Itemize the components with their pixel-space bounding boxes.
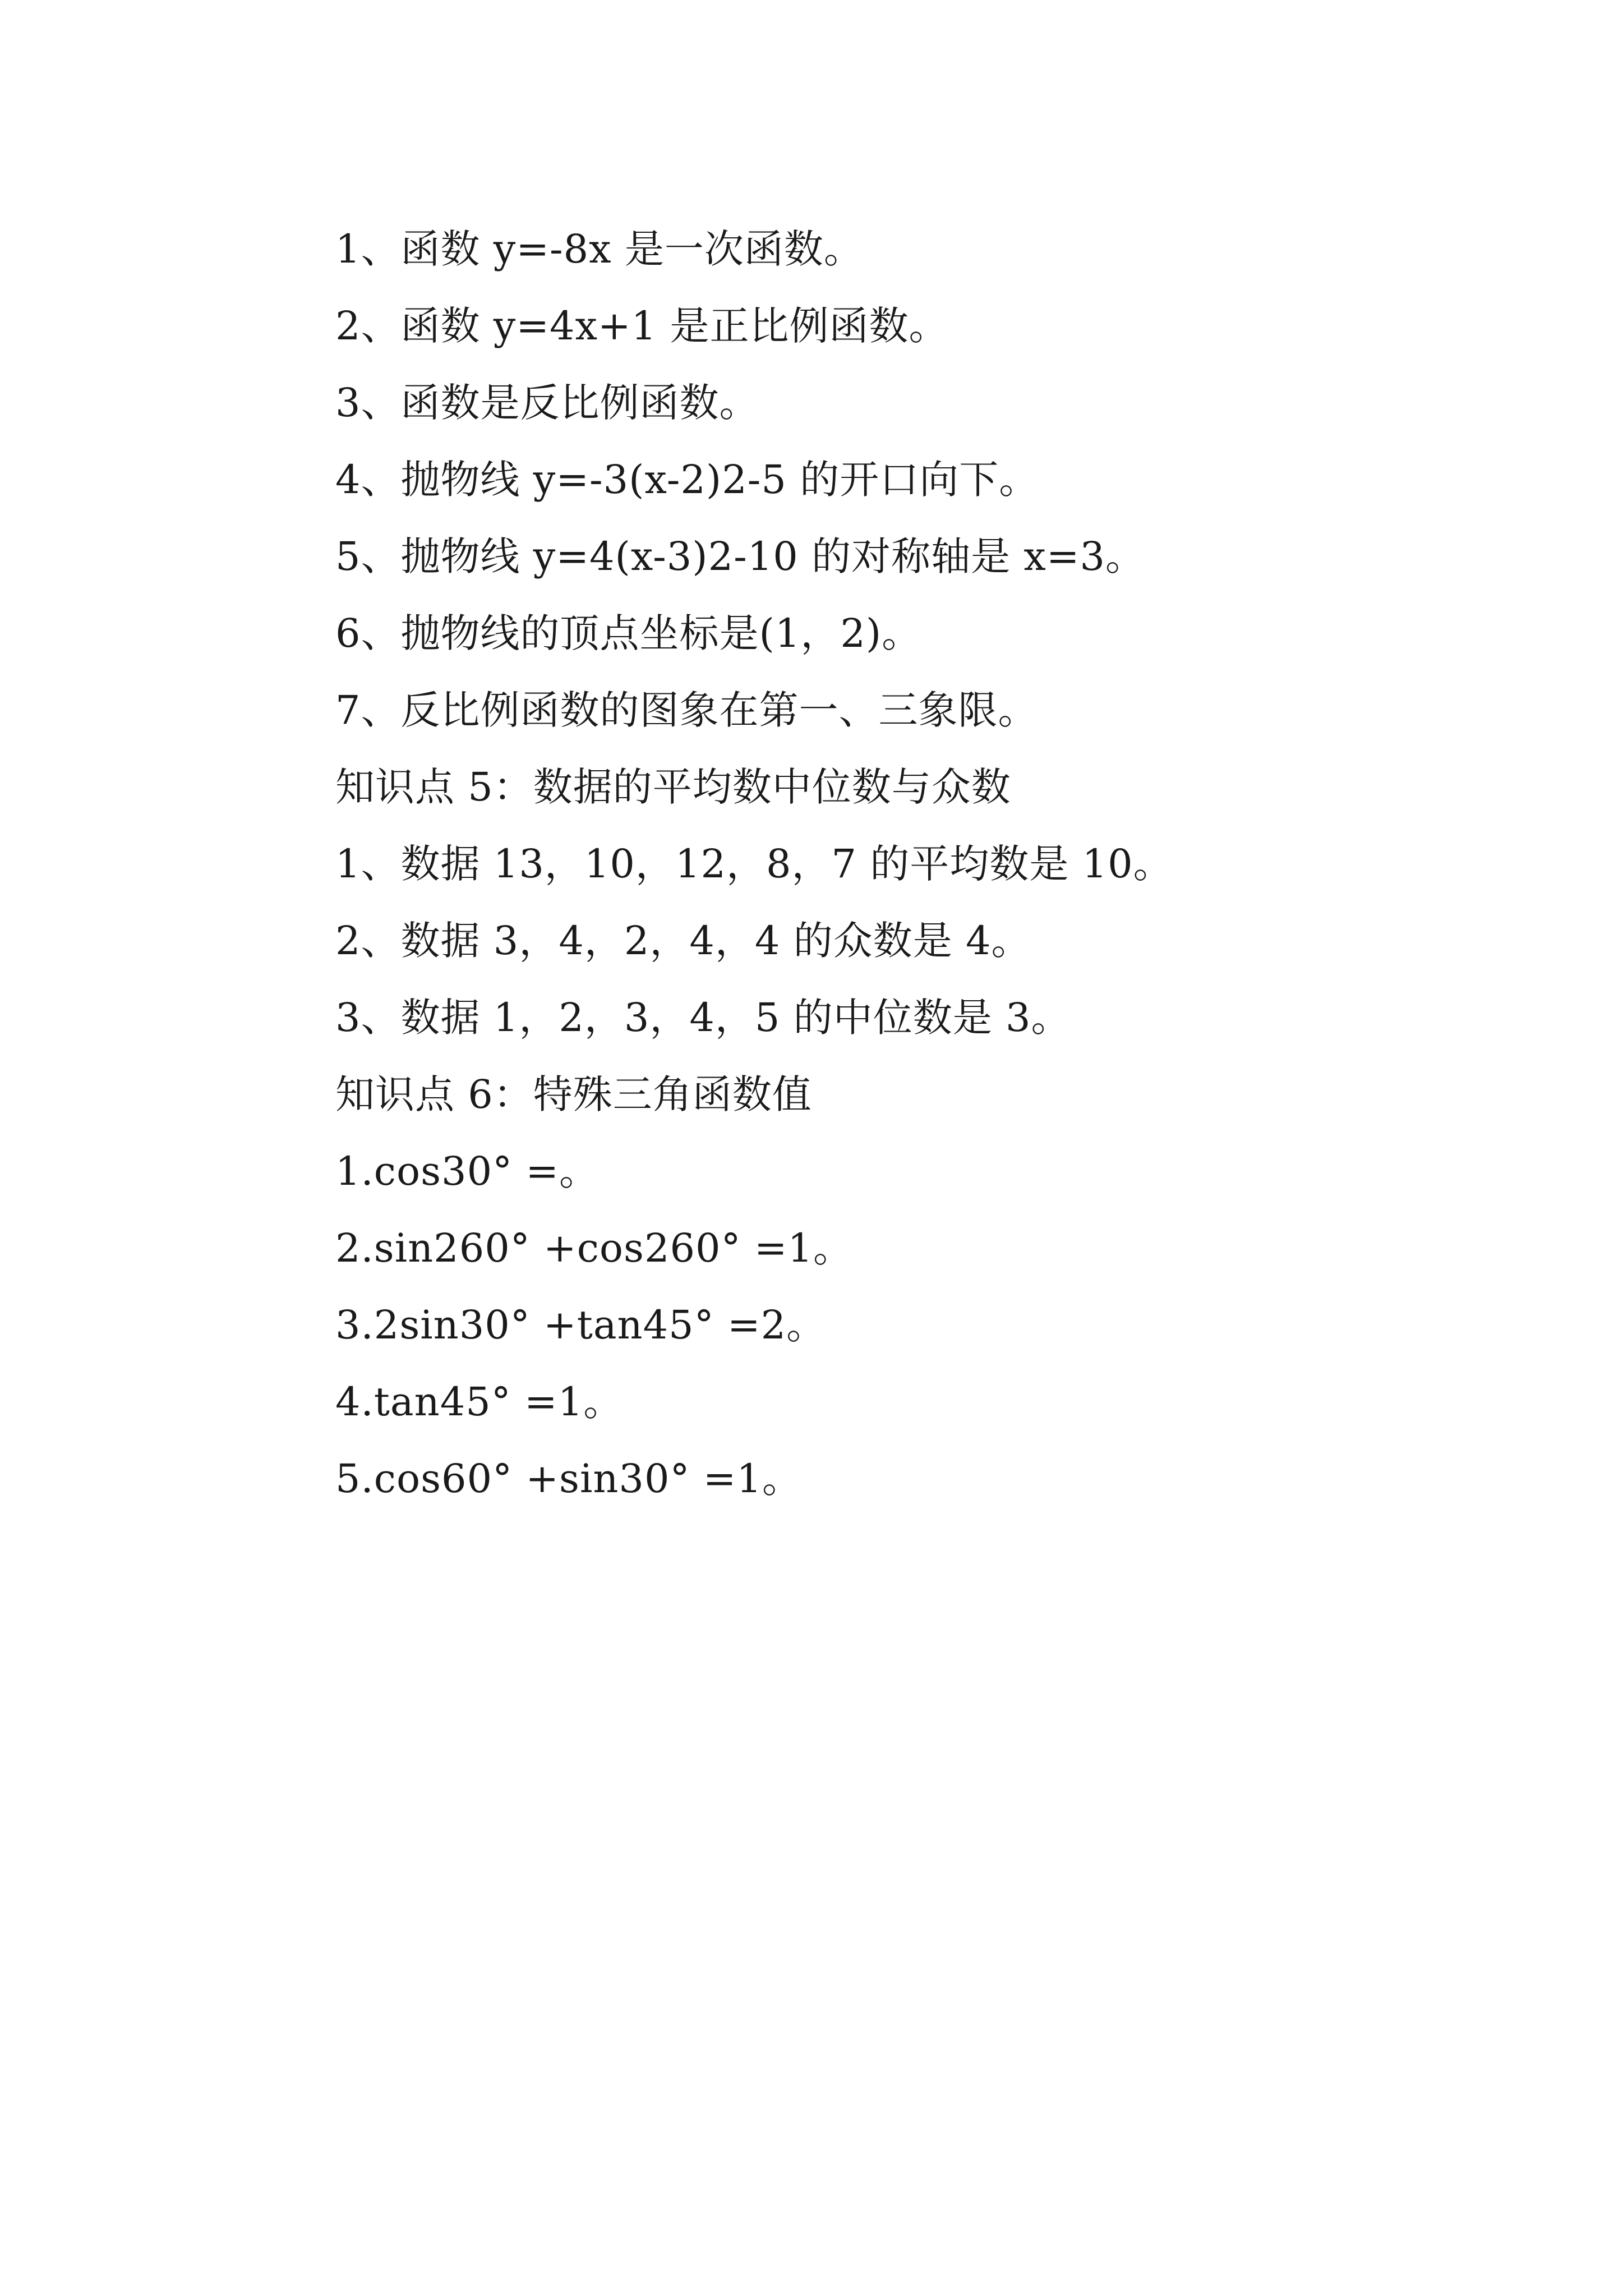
statement-line: 2、数据 3，4，2，4，4 的众数是 4。 <box>335 918 1031 964</box>
statement-line: 5.cos60° +sin30° =1。 <box>335 1456 802 1502</box>
statement-line: 3、函数是反比例函数。 <box>335 380 759 426</box>
statement-line: 1.cos30° =。 <box>335 1148 600 1194</box>
statement-line: 1、数据 13，10，12，8，7 的平均数是 10。 <box>335 841 1173 887</box>
statement-line: 1、函数 y=-8x 是一次函数。 <box>335 226 864 272</box>
statement-line: 3.2sin30° +tan45° =2。 <box>335 1302 827 1348</box>
section-heading: 知识点 5：数据的平均数中位数与众数 <box>335 764 1011 810</box>
statement-line: 3、数据 1，2，3，4，5 的中位数是 3。 <box>335 995 1071 1041</box>
statement-line: 6、抛物线的顶点坐标是(1，2)。 <box>335 610 922 656</box>
statement-line: 2.sin260° +cos260° =1。 <box>335 1225 854 1271</box>
document-content <box>335 211 1457 1517</box>
statement-line: 5、抛物线 y=4(x-3)2-10 的对称轴是 x=3。 <box>335 533 1146 579</box>
section-heading: 知识点 6：特殊三角函数值 <box>335 1071 812 1117</box>
statement-line: 4、抛物线 y=-3(x-2)2-5 的开口向下。 <box>335 457 1039 503</box>
statement-line: 4.tan45° =1。 <box>335 1379 624 1425</box>
statement-line: 7、反比例函数的图象在第一、三象限。 <box>335 687 1038 733</box>
statement-line: 2、函数 y=4x+1 是正比例函数。 <box>335 303 949 349</box>
